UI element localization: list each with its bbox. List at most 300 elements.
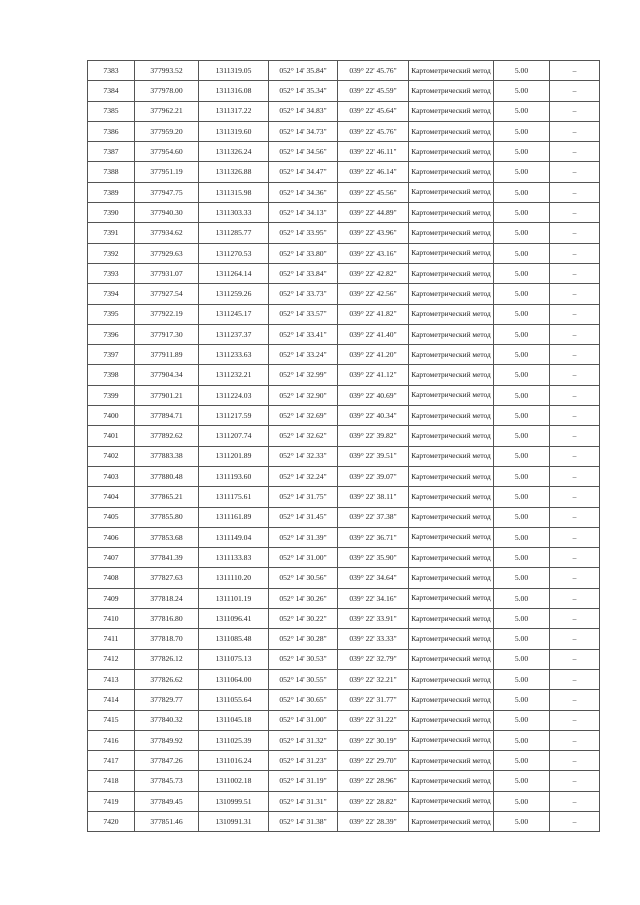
y-coordinate-cell: 1311101.19 xyxy=(199,588,269,608)
table-row xyxy=(88,324,600,344)
point-number-cell: 7418 xyxy=(88,771,135,791)
point-number-cell: 7419 xyxy=(88,791,135,811)
description-cell: – xyxy=(550,609,600,629)
accuracy-cell: 5.00 xyxy=(494,588,550,608)
table-row xyxy=(88,263,600,283)
method-cell: Картометрический метод xyxy=(409,690,494,710)
point-number-cell: 7406 xyxy=(88,527,135,547)
method-cell: Картометрический метод xyxy=(409,811,494,831)
x-coordinate-cell: 377927.54 xyxy=(135,284,199,304)
table-row xyxy=(88,811,600,831)
method-cell: Картометрический метод xyxy=(409,121,494,141)
accuracy-cell: 5.00 xyxy=(494,649,550,669)
latitude-cell: 052° 14' 30.56" xyxy=(269,568,338,588)
x-coordinate-cell: 377845.73 xyxy=(135,771,199,791)
method-cell: Картометрический метод xyxy=(409,345,494,365)
table-row xyxy=(88,223,600,243)
description-cell: – xyxy=(550,446,600,466)
point-number-cell: 7408 xyxy=(88,568,135,588)
method-cell: Картометрический метод xyxy=(409,649,494,669)
x-coordinate-cell: 377940.30 xyxy=(135,203,199,223)
method-cell: Картометрический метод xyxy=(409,466,494,486)
longitude-cell: 039° 22' 29.70" xyxy=(338,751,409,771)
y-coordinate-cell: 1311002.18 xyxy=(199,771,269,791)
y-coordinate-cell: 1311285.77 xyxy=(199,223,269,243)
x-coordinate-cell: 377922.19 xyxy=(135,304,199,324)
description-cell: – xyxy=(550,61,600,81)
method-cell: Картометрический метод xyxy=(409,324,494,344)
x-coordinate-cell: 377978.00 xyxy=(135,81,199,101)
latitude-cell: 052° 14' 30.53" xyxy=(269,649,338,669)
table-row xyxy=(88,487,600,507)
longitude-cell: 039° 22' 45.76" xyxy=(338,61,409,81)
longitude-cell: 039° 22' 28.82" xyxy=(338,791,409,811)
latitude-cell: 052° 14' 33.95" xyxy=(269,223,338,243)
point-number-cell: 7400 xyxy=(88,406,135,426)
y-coordinate-cell: 1311259.26 xyxy=(199,284,269,304)
longitude-cell: 039° 22' 46.11" xyxy=(338,142,409,162)
accuracy-cell: 5.00 xyxy=(494,669,550,689)
table-row xyxy=(88,162,600,182)
accuracy-cell: 5.00 xyxy=(494,304,550,324)
table-row xyxy=(88,365,600,385)
accuracy-cell: 5.00 xyxy=(494,81,550,101)
table-row xyxy=(88,243,600,263)
point-number-cell: 7386 xyxy=(88,121,135,141)
description-cell: – xyxy=(550,345,600,365)
point-number-cell: 7404 xyxy=(88,487,135,507)
longitude-cell: 039° 22' 35.90" xyxy=(338,548,409,568)
description-cell: – xyxy=(550,730,600,750)
x-coordinate-cell: 377954.60 xyxy=(135,142,199,162)
method-cell: Картометрический метод xyxy=(409,162,494,182)
x-coordinate-cell: 377911.89 xyxy=(135,345,199,365)
longitude-cell: 039° 22' 31.22" xyxy=(338,710,409,730)
description-cell: – xyxy=(550,751,600,771)
table-row xyxy=(88,446,600,466)
x-coordinate-cell: 377853.68 xyxy=(135,527,199,547)
description-cell: – xyxy=(550,710,600,730)
y-coordinate-cell: 1311201.89 xyxy=(199,446,269,466)
x-coordinate-cell: 377904.34 xyxy=(135,365,199,385)
description-cell: – xyxy=(550,365,600,385)
method-cell: Картометрический метод xyxy=(409,609,494,629)
method-cell: Картометрический метод xyxy=(409,406,494,426)
longitude-cell: 039° 22' 42.82" xyxy=(338,263,409,283)
point-number-cell: 7399 xyxy=(88,385,135,405)
accuracy-cell: 5.00 xyxy=(494,791,550,811)
accuracy-cell: 5.00 xyxy=(494,263,550,283)
longitude-cell: 039° 22' 43.96" xyxy=(338,223,409,243)
longitude-cell: 039° 22' 32.79" xyxy=(338,649,409,669)
point-number-cell: 7398 xyxy=(88,365,135,385)
longitude-cell: 039° 22' 34.16" xyxy=(338,588,409,608)
table-row xyxy=(88,669,600,689)
y-coordinate-cell: 1311085.48 xyxy=(199,629,269,649)
longitude-cell: 039° 22' 36.71" xyxy=(338,527,409,547)
method-cell: Картометрический метод xyxy=(409,446,494,466)
accuracy-cell: 5.00 xyxy=(494,61,550,81)
accuracy-cell: 5.00 xyxy=(494,446,550,466)
point-number-cell: 7416 xyxy=(88,730,135,750)
point-number-cell: 7393 xyxy=(88,263,135,283)
latitude-cell: 052° 14' 33.24" xyxy=(269,345,338,365)
point-number-cell: 7384 xyxy=(88,81,135,101)
x-coordinate-cell: 377847.26 xyxy=(135,751,199,771)
description-cell: – xyxy=(550,487,600,507)
latitude-cell: 052° 14' 33.41" xyxy=(269,324,338,344)
table-row xyxy=(88,203,600,223)
x-coordinate-cell: 377892.62 xyxy=(135,426,199,446)
table-row xyxy=(88,182,600,202)
y-coordinate-cell: 1311175.61 xyxy=(199,487,269,507)
accuracy-cell: 5.00 xyxy=(494,162,550,182)
accuracy-cell: 5.00 xyxy=(494,527,550,547)
latitude-cell: 052° 14' 33.73" xyxy=(269,284,338,304)
x-coordinate-cell: 377818.24 xyxy=(135,588,199,608)
method-cell: Картометрический метод xyxy=(409,365,494,385)
point-number-cell: 7392 xyxy=(88,243,135,263)
longitude-cell: 039° 22' 41.12" xyxy=(338,365,409,385)
accuracy-cell: 5.00 xyxy=(494,710,550,730)
x-coordinate-cell: 377816.80 xyxy=(135,609,199,629)
y-coordinate-cell: 1311319.60 xyxy=(199,121,269,141)
description-cell: – xyxy=(550,629,600,649)
latitude-cell: 052° 14' 34.56" xyxy=(269,142,338,162)
accuracy-cell: 5.00 xyxy=(494,182,550,202)
x-coordinate-cell: 377883.38 xyxy=(135,446,199,466)
y-coordinate-cell: 1311326.24 xyxy=(199,142,269,162)
point-number-cell: 7413 xyxy=(88,669,135,689)
description-cell: – xyxy=(550,263,600,283)
latitude-cell: 052° 14' 31.38" xyxy=(269,811,338,831)
method-cell: Картометрический метод xyxy=(409,710,494,730)
latitude-cell: 052° 14' 33.80" xyxy=(269,243,338,263)
latitude-cell: 052° 14' 30.65" xyxy=(269,690,338,710)
x-coordinate-cell: 377865.21 xyxy=(135,487,199,507)
y-coordinate-cell: 1311055.64 xyxy=(199,690,269,710)
table-row xyxy=(88,690,600,710)
accuracy-cell: 5.00 xyxy=(494,548,550,568)
table-row xyxy=(88,406,600,426)
latitude-cell: 052° 14' 31.39" xyxy=(269,527,338,547)
x-coordinate-cell: 377840.32 xyxy=(135,710,199,730)
y-coordinate-cell: 1311149.04 xyxy=(199,527,269,547)
longitude-cell: 039° 22' 41.82" xyxy=(338,304,409,324)
method-cell: Картометрический метод xyxy=(409,223,494,243)
longitude-cell: 039° 22' 41.40" xyxy=(338,324,409,344)
description-cell: – xyxy=(550,811,600,831)
description-cell: – xyxy=(550,507,600,527)
point-number-cell: 7411 xyxy=(88,629,135,649)
accuracy-cell: 5.00 xyxy=(494,385,550,405)
point-number-cell: 7417 xyxy=(88,751,135,771)
latitude-cell: 052° 14' 32.69" xyxy=(269,406,338,426)
latitude-cell: 052° 14' 30.28" xyxy=(269,629,338,649)
y-coordinate-cell: 1311161.89 xyxy=(199,507,269,527)
description-cell: – xyxy=(550,81,600,101)
method-cell: Картометрический метод xyxy=(409,304,494,324)
method-cell: Картометрический метод xyxy=(409,771,494,791)
description-cell: – xyxy=(550,121,600,141)
longitude-cell: 039° 22' 40.34" xyxy=(338,406,409,426)
accuracy-cell: 5.00 xyxy=(494,568,550,588)
y-coordinate-cell: 1311207.74 xyxy=(199,426,269,446)
point-number-cell: 7407 xyxy=(88,548,135,568)
x-coordinate-cell: 377959.20 xyxy=(135,121,199,141)
latitude-cell: 052° 14' 34.83" xyxy=(269,101,338,121)
point-number-cell: 7388 xyxy=(88,162,135,182)
accuracy-cell: 5.00 xyxy=(494,690,550,710)
point-number-cell: 7401 xyxy=(88,426,135,446)
longitude-cell: 039° 22' 45.64" xyxy=(338,101,409,121)
table-row xyxy=(88,751,600,771)
longitude-cell: 039° 22' 39.07" xyxy=(338,466,409,486)
accuracy-cell: 5.00 xyxy=(494,223,550,243)
x-coordinate-cell: 377962.21 xyxy=(135,101,199,121)
description-cell: – xyxy=(550,284,600,304)
description-cell: – xyxy=(550,771,600,791)
point-number-cell: 7387 xyxy=(88,142,135,162)
x-coordinate-cell: 377934.62 xyxy=(135,223,199,243)
description-cell: – xyxy=(550,466,600,486)
accuracy-cell: 5.00 xyxy=(494,609,550,629)
latitude-cell: 052° 14' 30.26" xyxy=(269,588,338,608)
x-coordinate-cell: 377894.71 xyxy=(135,406,199,426)
table-row xyxy=(88,771,600,791)
accuracy-cell: 5.00 xyxy=(494,406,550,426)
table-row xyxy=(88,629,600,649)
latitude-cell: 052° 14' 32.24" xyxy=(269,466,338,486)
description-cell: – xyxy=(550,182,600,202)
method-cell: Картометрический метод xyxy=(409,791,494,811)
method-cell: Картометрический метод xyxy=(409,61,494,81)
accuracy-cell: 5.00 xyxy=(494,203,550,223)
accuracy-cell: 5.00 xyxy=(494,121,550,141)
method-cell: Картометрический метод xyxy=(409,142,494,162)
x-coordinate-cell: 377929.63 xyxy=(135,243,199,263)
latitude-cell: 052° 14' 30.22" xyxy=(269,609,338,629)
latitude-cell: 052° 14' 32.33" xyxy=(269,446,338,466)
latitude-cell: 052° 14' 34.36" xyxy=(269,182,338,202)
latitude-cell: 052° 14' 35.34" xyxy=(269,81,338,101)
y-coordinate-cell: 1311317.22 xyxy=(199,101,269,121)
longitude-cell: 039° 22' 41.20" xyxy=(338,345,409,365)
longitude-cell: 039° 22' 33.33" xyxy=(338,629,409,649)
y-coordinate-cell: 1311133.83 xyxy=(199,548,269,568)
point-number-cell: 7390 xyxy=(88,203,135,223)
latitude-cell: 052° 14' 31.45" xyxy=(269,507,338,527)
description-cell: – xyxy=(550,203,600,223)
y-coordinate-cell: 1311025.39 xyxy=(199,730,269,750)
y-coordinate-cell: 1310991.31 xyxy=(199,811,269,831)
longitude-cell: 039° 22' 45.56" xyxy=(338,182,409,202)
y-coordinate-cell: 1311232.21 xyxy=(199,365,269,385)
longitude-cell: 039° 22' 30.19" xyxy=(338,730,409,750)
x-coordinate-cell: 377917.30 xyxy=(135,324,199,344)
y-coordinate-cell: 1311245.17 xyxy=(199,304,269,324)
latitude-cell: 052° 14' 32.62" xyxy=(269,426,338,446)
point-number-cell: 7409 xyxy=(88,588,135,608)
longitude-cell: 039° 22' 45.59" xyxy=(338,81,409,101)
latitude-cell: 052° 14' 31.00" xyxy=(269,710,338,730)
longitude-cell: 039° 22' 33.91" xyxy=(338,609,409,629)
y-coordinate-cell: 1311233.63 xyxy=(199,345,269,365)
longitude-cell: 039° 22' 44.89" xyxy=(338,203,409,223)
accuracy-cell: 5.00 xyxy=(494,730,550,750)
description-cell: – xyxy=(550,101,600,121)
table-row xyxy=(88,284,600,304)
x-coordinate-cell: 377827.63 xyxy=(135,568,199,588)
y-coordinate-cell: 1311224.03 xyxy=(199,385,269,405)
accuracy-cell: 5.00 xyxy=(494,284,550,304)
x-coordinate-cell: 377951.19 xyxy=(135,162,199,182)
accuracy-cell: 5.00 xyxy=(494,629,550,649)
method-cell: Картометрический метод xyxy=(409,101,494,121)
table-body xyxy=(88,61,600,832)
latitude-cell: 052° 14' 31.32" xyxy=(269,730,338,750)
point-number-cell: 7385 xyxy=(88,101,135,121)
table-row xyxy=(88,568,600,588)
description-cell: – xyxy=(550,385,600,405)
longitude-cell: 039° 22' 31.77" xyxy=(338,690,409,710)
longitude-cell: 039° 22' 37.38" xyxy=(338,507,409,527)
description-cell: – xyxy=(550,223,600,243)
description-cell: – xyxy=(550,649,600,669)
latitude-cell: 052° 14' 31.31" xyxy=(269,791,338,811)
y-coordinate-cell: 1311217.59 xyxy=(199,406,269,426)
y-coordinate-cell: 1310999.51 xyxy=(199,791,269,811)
table-row xyxy=(88,548,600,568)
point-number-cell: 7383 xyxy=(88,61,135,81)
table-row xyxy=(88,527,600,547)
table-row xyxy=(88,710,600,730)
longitude-cell: 039° 22' 28.39" xyxy=(338,811,409,831)
x-coordinate-cell: 377880.48 xyxy=(135,466,199,486)
accuracy-cell: 5.00 xyxy=(494,466,550,486)
accuracy-cell: 5.00 xyxy=(494,751,550,771)
x-coordinate-cell: 377841.39 xyxy=(135,548,199,568)
point-number-cell: 7403 xyxy=(88,466,135,486)
method-cell: Картометрический метод xyxy=(409,284,494,304)
y-coordinate-cell: 1311096.41 xyxy=(199,609,269,629)
method-cell: Картометрический метод xyxy=(409,548,494,568)
method-cell: Картометрический метод xyxy=(409,527,494,547)
table-row xyxy=(88,507,600,527)
x-coordinate-cell: 377826.12 xyxy=(135,649,199,669)
latitude-cell: 052° 14' 35.84" xyxy=(269,61,338,81)
table-row xyxy=(88,304,600,324)
accuracy-cell: 5.00 xyxy=(494,345,550,365)
method-cell: Картометрический метод xyxy=(409,263,494,283)
point-number-cell: 7405 xyxy=(88,507,135,527)
y-coordinate-cell: 1311016.24 xyxy=(199,751,269,771)
y-coordinate-cell: 1311110.20 xyxy=(199,568,269,588)
x-coordinate-cell: 377851.46 xyxy=(135,811,199,831)
description-cell: – xyxy=(550,527,600,547)
table-row xyxy=(88,345,600,365)
longitude-cell: 039° 22' 46.14" xyxy=(338,162,409,182)
table-row xyxy=(88,101,600,121)
longitude-cell: 039° 22' 28.96" xyxy=(338,771,409,791)
x-coordinate-cell: 377818.70 xyxy=(135,629,199,649)
x-coordinate-cell: 377931.07 xyxy=(135,263,199,283)
table-row xyxy=(88,61,600,81)
point-number-cell: 7395 xyxy=(88,304,135,324)
table-row xyxy=(88,466,600,486)
table-row xyxy=(88,426,600,446)
longitude-cell: 039° 22' 43.16" xyxy=(338,243,409,263)
method-cell: Картометрический метод xyxy=(409,629,494,649)
description-cell: – xyxy=(550,426,600,446)
table-row xyxy=(88,730,600,750)
description-cell: – xyxy=(550,690,600,710)
accuracy-cell: 5.00 xyxy=(494,142,550,162)
latitude-cell: 052° 14' 30.55" xyxy=(269,669,338,689)
point-number-cell: 7402 xyxy=(88,446,135,466)
method-cell: Картометрический метод xyxy=(409,669,494,689)
method-cell: Картометрический метод xyxy=(409,588,494,608)
y-coordinate-cell: 1311303.33 xyxy=(199,203,269,223)
point-number-cell: 7391 xyxy=(88,223,135,243)
y-coordinate-cell: 1311326.88 xyxy=(199,162,269,182)
table-row xyxy=(88,121,600,141)
point-number-cell: 7394 xyxy=(88,284,135,304)
accuracy-cell: 5.00 xyxy=(494,324,550,344)
accuracy-cell: 5.00 xyxy=(494,811,550,831)
method-cell: Картометрический метод xyxy=(409,203,494,223)
y-coordinate-cell: 1311270.53 xyxy=(199,243,269,263)
latitude-cell: 052° 14' 31.75" xyxy=(269,487,338,507)
x-coordinate-cell: 377849.92 xyxy=(135,730,199,750)
method-cell: Картометрический метод xyxy=(409,507,494,527)
y-coordinate-cell: 1311075.13 xyxy=(199,649,269,669)
latitude-cell: 052° 14' 33.84" xyxy=(269,263,338,283)
latitude-cell: 052° 14' 31.23" xyxy=(269,751,338,771)
longitude-cell: 039° 22' 34.64" xyxy=(338,568,409,588)
longitude-cell: 039° 22' 38.11" xyxy=(338,487,409,507)
description-cell: – xyxy=(550,669,600,689)
point-number-cell: 7412 xyxy=(88,649,135,669)
x-coordinate-cell: 377849.45 xyxy=(135,791,199,811)
table-row xyxy=(88,385,600,405)
method-cell: Картометрический метод xyxy=(409,426,494,446)
method-cell: Картометрический метод xyxy=(409,568,494,588)
latitude-cell: 052° 14' 31.19" xyxy=(269,771,338,791)
point-number-cell: 7414 xyxy=(88,690,135,710)
description-cell: – xyxy=(550,142,600,162)
longitude-cell: 039° 22' 40.69" xyxy=(338,385,409,405)
method-cell: Картометрический метод xyxy=(409,81,494,101)
point-number-cell: 7415 xyxy=(88,710,135,730)
y-coordinate-cell: 1311316.08 xyxy=(199,81,269,101)
description-cell: – xyxy=(550,406,600,426)
description-cell: – xyxy=(550,324,600,344)
table-row xyxy=(88,791,600,811)
table-row xyxy=(88,81,600,101)
y-coordinate-cell: 1311319.05 xyxy=(199,61,269,81)
table-row xyxy=(88,142,600,162)
table-row xyxy=(88,649,600,669)
x-coordinate-cell: 377993.52 xyxy=(135,61,199,81)
x-coordinate-cell: 377829.77 xyxy=(135,690,199,710)
point-number-cell: 7396 xyxy=(88,324,135,344)
x-coordinate-cell: 377826.62 xyxy=(135,669,199,689)
accuracy-cell: 5.00 xyxy=(494,507,550,527)
latitude-cell: 052° 14' 34.47" xyxy=(269,162,338,182)
point-number-cell: 7397 xyxy=(88,345,135,365)
x-coordinate-cell: 377947.75 xyxy=(135,182,199,202)
